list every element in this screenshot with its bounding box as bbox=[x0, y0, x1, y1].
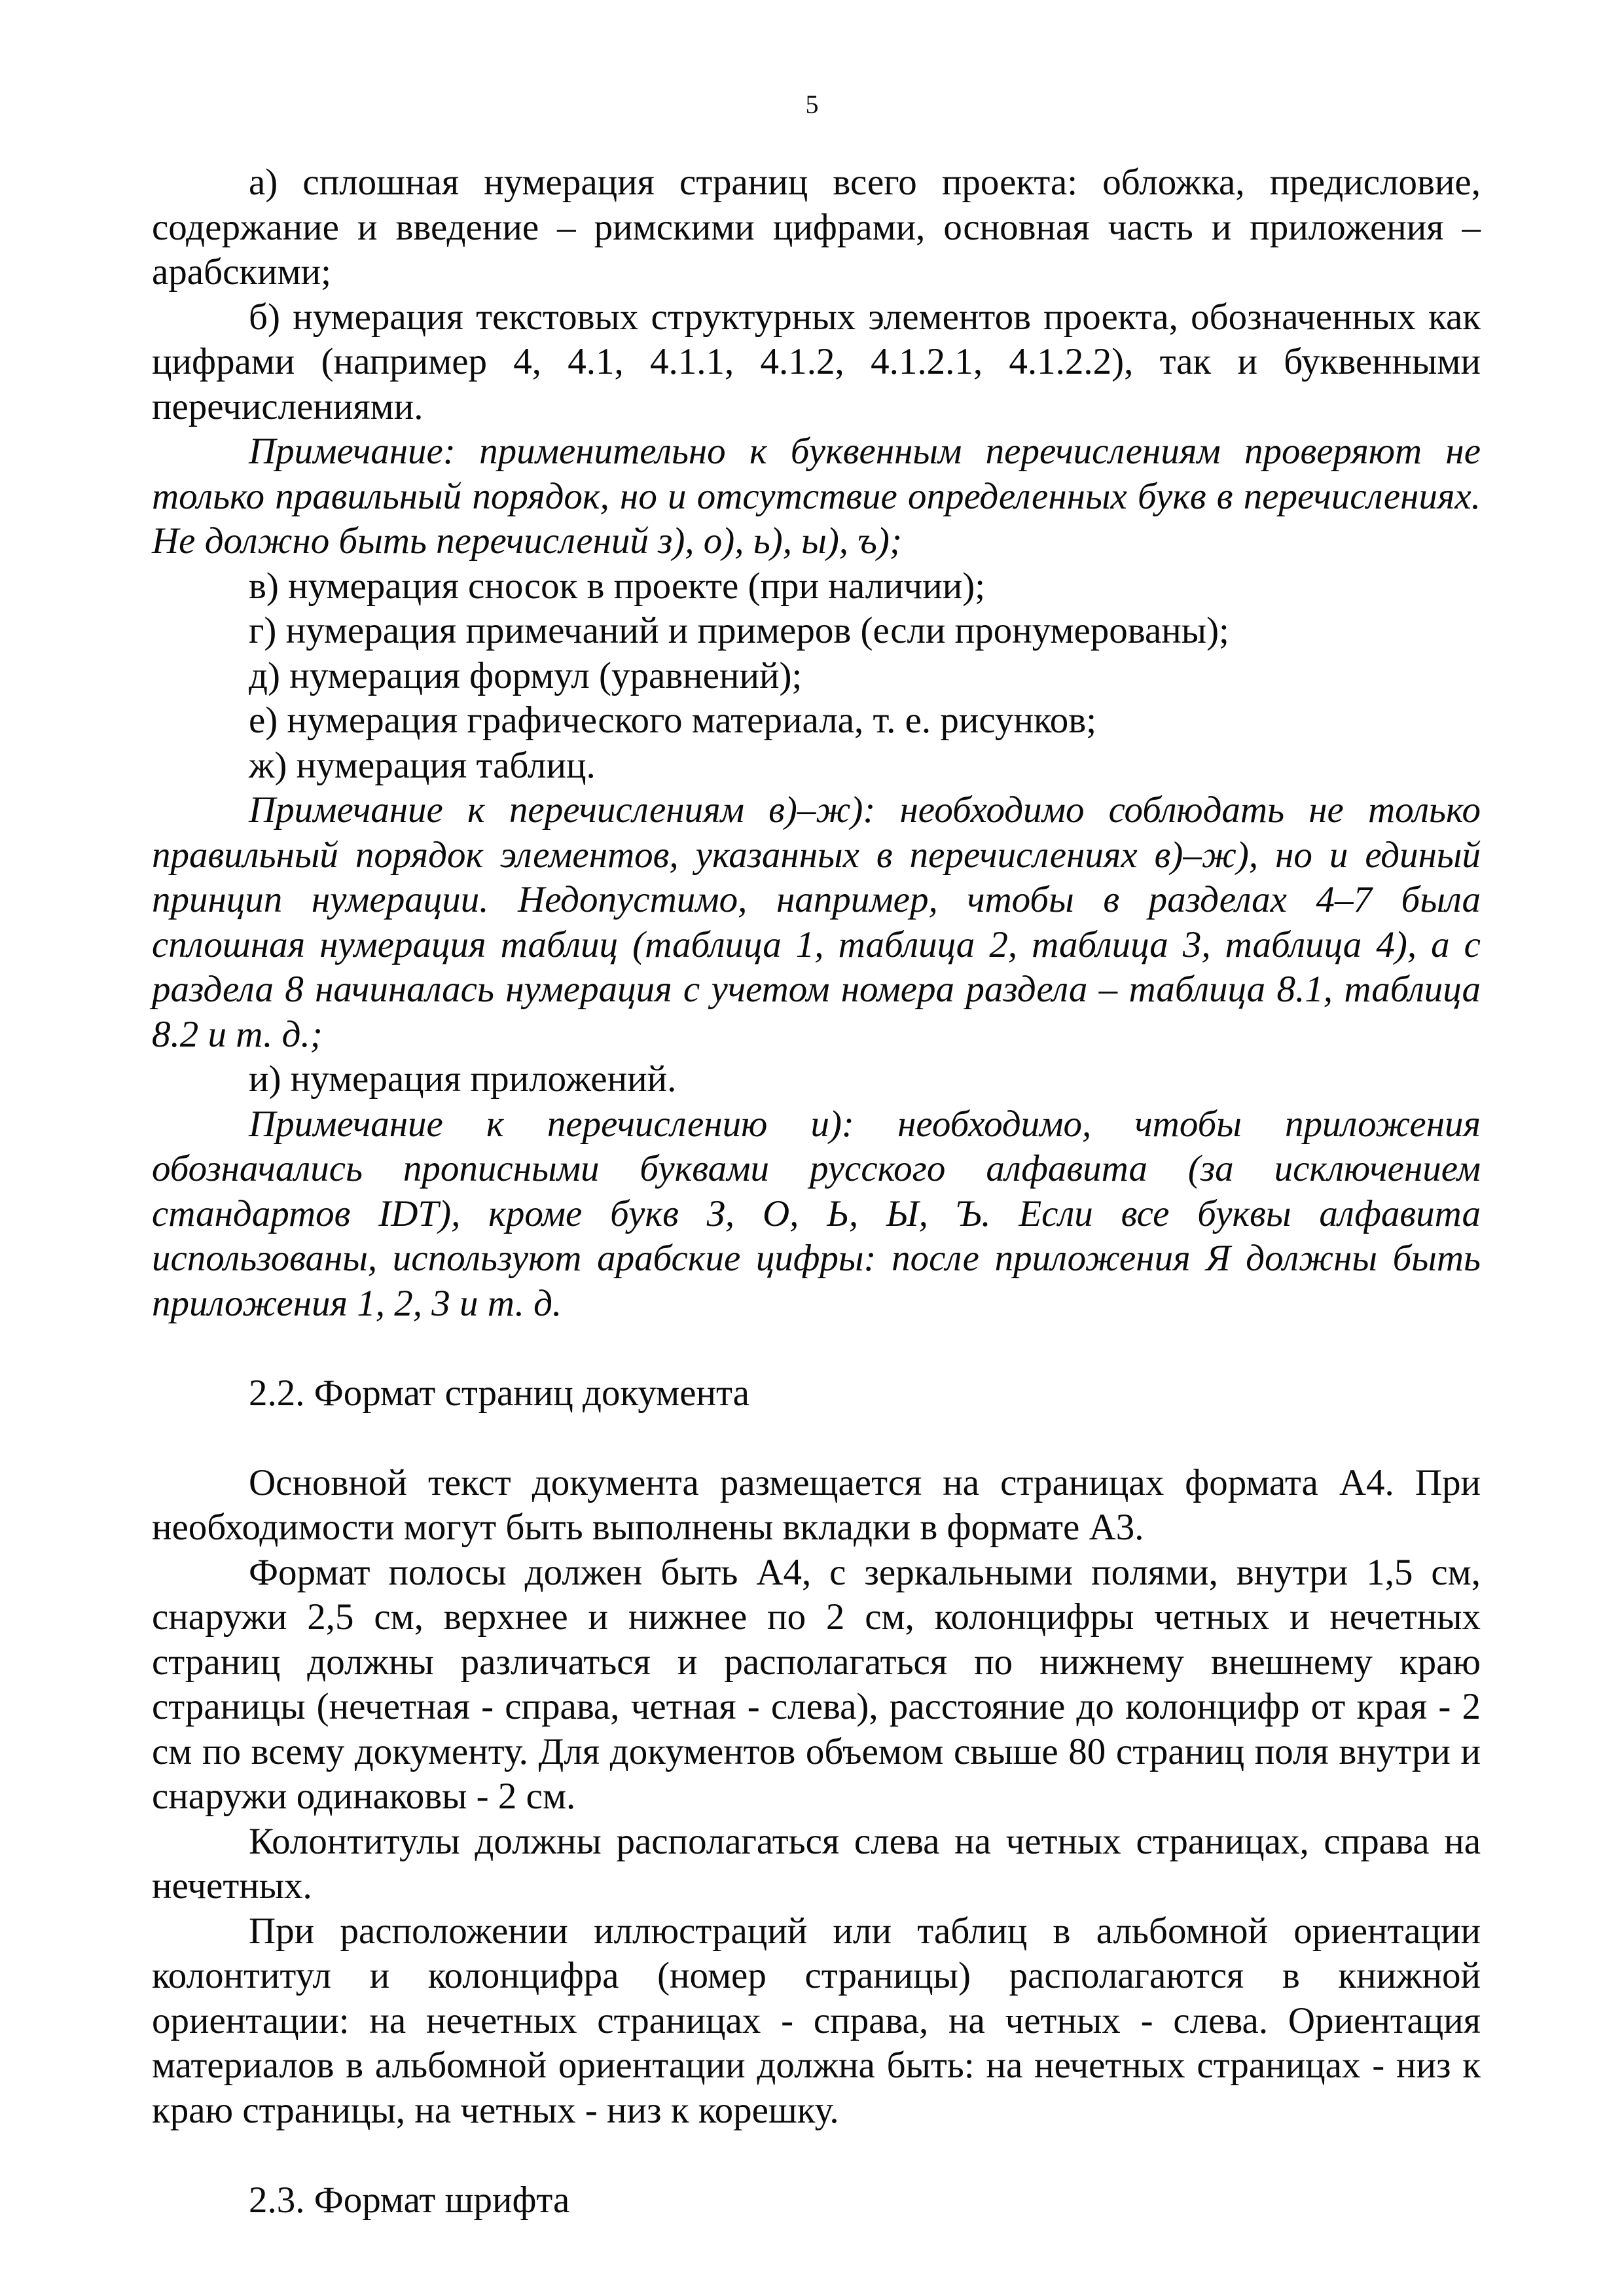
section-heading-2-3: 2.3. Формат шрифта bbox=[249, 2179, 570, 2221]
list-item-v: в) нумерация сносок в проекте (при наличии); bbox=[249, 565, 986, 607]
document-body bbox=[152, 160, 1481, 2223]
list-item-b: б) нумерация текстовых структурных элементов проекта, обозначенных как цифрами (например 4, 4.1, 4.1.1, 4.1.2, 4.1.2.1, 4.1.2.2), так и буквенными перечислениями. bbox=[152, 296, 1481, 427]
list-item-a: а) сплошная нумерация страниц всего проекта: обложка, предисловие, содержание и введение – римскими цифрами, основная часть и приложения – арабскими; bbox=[152, 162, 1481, 293]
section-2-2-paragraph-3: Колонтитулы должны располагаться слева на четных страницах, справа на нечетных. bbox=[152, 1820, 1481, 1907]
note-enumerations-v-zh: Примечание к перечислениям в)–ж): необходимо соблюдать не только правильный порядок элементов, указанных в перечислениях в)–ж), но и единый принцип нумерации. Недопустимо, например, чтобы в разделах 4–7 была сплошная нумерация таблиц (таблица 1, таблица 2, таблица 3, таблица 4), а с раздела 8 начиналась нумерация с учетом номера раздела – таблица 8.1, таблица 8.2 и т. д.; bbox=[152, 789, 1481, 1055]
section-2-2-paragraph-2: Формат полосы должен быть А4, с зеркальными полями, внутри 1,5 см, снаружи 2,5 см, верхнее и нижнее по 2 см, колонцифры четных и нечетных страниц должны различаться и располагаться по нижнему внешнему краю страницы (нечетная - справа, четная - слева), расстояние до колонцифр от края - 2 см по всему документу. Для документов объемом свыше 80 страниц поля внутри и снаружи одинаковы - 2 см. bbox=[152, 1551, 1481, 1817]
section-heading-2-2: 2.2. Формат страниц документа bbox=[249, 1372, 749, 1414]
list-item-i: и) нумерация приложений. bbox=[249, 1058, 677, 1100]
spacer bbox=[152, 1326, 1481, 1371]
note-letter-enumerations: Примечание: применительно к буквенным перечислениям проверяют не только правильный порядок, но и отсутствие определенных букв в перечислениях. Не должно быть перечислений з), о), ь), ы), ъ); bbox=[152, 431, 1481, 562]
list-item-g: г) нумерация примечаний и примеров (если пронумерованы); bbox=[249, 610, 1229, 651]
section-2-2-paragraph-4: При расположении иллюстраций или таблиц в альбомной ориентации колонтитул и колонцифра (номер страницы) располагаются в книжной ориентации: на нечетных страницах - справа, на четных - слева. Ориентация материалов в альбомной ориентации должна быть: на нечетных страницах - низ к краю страницы, на четных - низ к корешку. bbox=[152, 1910, 1481, 2131]
spacer bbox=[152, 1416, 1481, 1461]
page-number: 5 bbox=[805, 90, 819, 119]
list-item-zh: ж) нумерация таблиц. bbox=[249, 744, 596, 786]
spacer bbox=[152, 2133, 1481, 2178]
list-item-d: д) нумерация формул (уравнений); bbox=[249, 655, 803, 696]
list-item-e: е) нумерация графического материала, т. е. рисунков; bbox=[249, 700, 1097, 741]
section-2-2-paragraph-1: Основной текст документа размещается на страницах формата А4. При необходимости могут быть выполнены вкладки в формате А3. bbox=[152, 1462, 1481, 1548]
note-enumeration-i: Примечание к перечислению и): необходимо, чтобы приложения обозначались прописными буквами русского алфавита (за исключением стандартов IDT), кроме букв З, О, Ь, Ы, Ъ. Если все буквы алфавита использованы, используют арабские цифры: после приложения Я должны быть приложения 1, 2, 3 и т. д. bbox=[152, 1103, 1481, 1324]
